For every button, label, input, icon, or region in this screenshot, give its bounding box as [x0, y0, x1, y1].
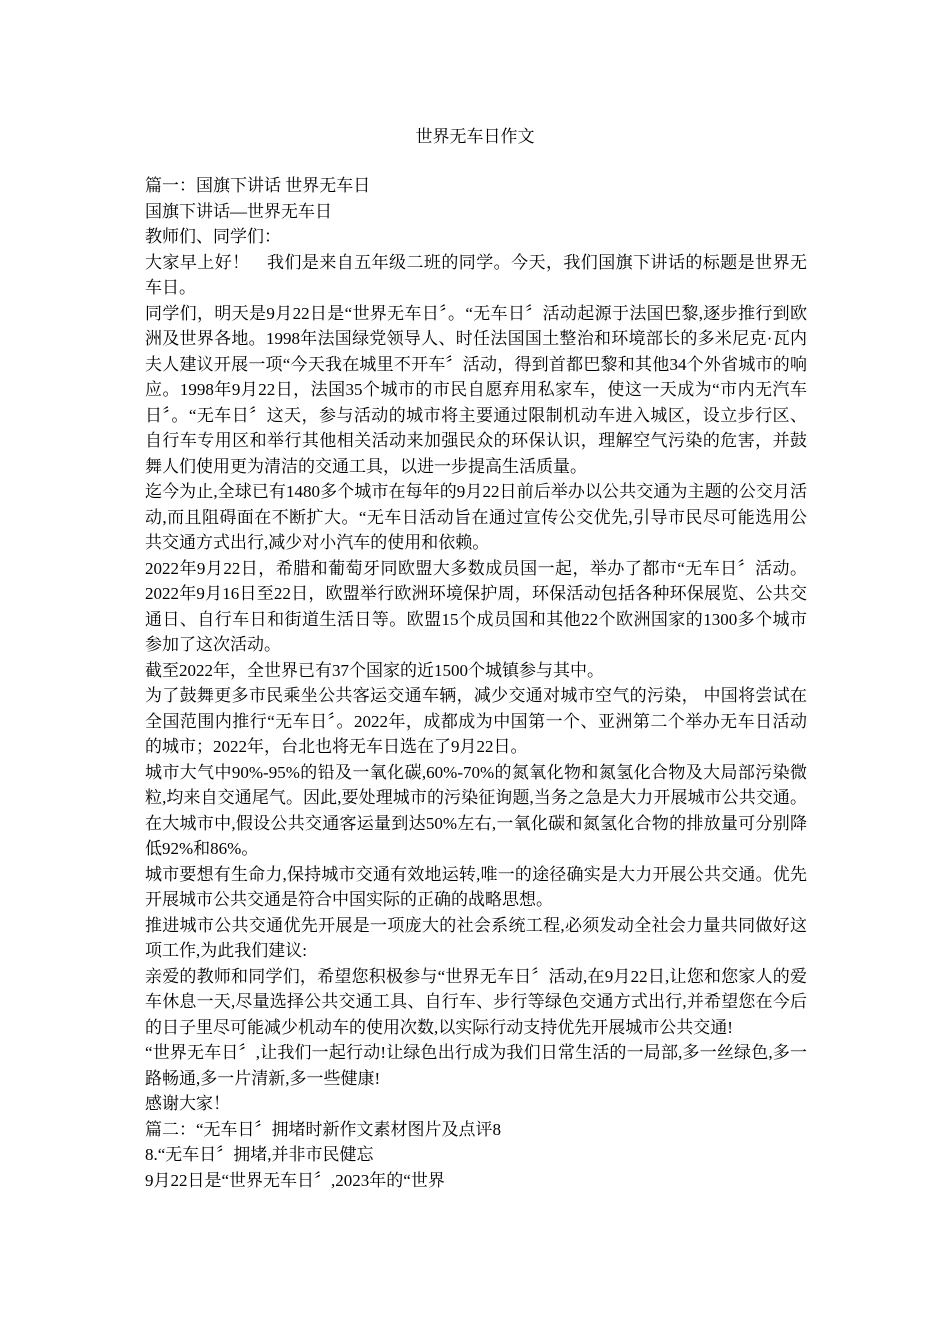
paragraph: 城市大气中90%-95%的铅及一氧化碳,60%-70%的氮氧化物和氮氢化合物及大局部污染微粒,均来自交通尾气。因此,要处理城市的污染征询题,当务之急是大力开展城市公共交通。在大城市中,假设公共交通客运量到达50%左右,一氧化碳和氮氢化合物的排放量可分别降低92%和86%。	[145, 762, 807, 858]
paragraph: 8.“无车日〞拥堵,并非市民健忘	[145, 1145, 374, 1164]
paragraph: 为了鼓舞更多市民乘坐公共客运交通车辆，减少交通对城市空气的污染， 中国将尝试在全国范围内推行“无车日〞。2022年，成都成为中国第一个、亚洲第二个举办无车日活动的城市；2022年，台北也将无车日选在了9月22日。	[145, 686, 807, 756]
paragraph: 亲爱的教师和同学们，希望您积极参与“世界无车日〞活动,在9月22日,让您和您家人的爱车休息一天,尽量选择公共交通工具、自行车、步行等绿色交通方式出行,并希望您在今后的日子里尽可能减少机动车的使用次数,以实际行动支持优先开展城市公共交通!	[145, 966, 807, 1037]
paragraph: 2022年9月22日，希腊和葡萄牙同欧盟大多数成员国一起，举办了都市“无车日〞活动。2022年9月16日至22日，欧盟举行欧洲环境保护周，环保活动包括各种环保展览、公共交通日、自行车日和街道生活日等。欧盟15个成员国和其他22个欧洲国家的1300多个城市参加了这次活动。	[145, 558, 807, 654]
paragraph: 迄今为止,全球已有1480多个城市在每年的9月22日前后举办以公共交通为主题的公交月活动,而且阻碍面在不断扩大。“无车日活动旨在通过宣传公交优先,引导市民尽可能选用公共交通方式出行,减少对小汽车的使用和依赖。	[145, 482, 807, 552]
paragraph: 篇一：国旗下讲话 世界无车日	[145, 176, 371, 195]
document-body	[145, 173, 807, 1193]
paragraph: 推进城市公共交通优先开展是一项庞大的社会系统工程,必须发动全社会力量共同做好这项工作,为此我们建议:	[145, 915, 807, 960]
paragraph: 9月22日是“世界无车日〞,2023年的“世界	[145, 1170, 445, 1190]
paragraph: 截至2022年，全世界已有37个国家的近1500个城镇参与其中。	[145, 660, 604, 680]
paragraph: 篇二：“无车日〞拥堵时新作文素材图片及点评8	[145, 1119, 502, 1139]
paragraph: 教师们、同学们：	[145, 227, 281, 246]
paragraph: 感谢大家！	[145, 1094, 230, 1113]
paragraph: “世界无车日〞,让我们一起行动!让绿色出行成为我们日常生活的一局部,多一丝绿色,多一路畅通,多一片清新,多一些健康!	[145, 1043, 807, 1088]
paragraph: 大家早上好！ 我们是来自五年级二班的同学。今天，我们国旗下讲话的标题是世界无车日。	[145, 252, 807, 297]
paragraph: 国旗下讲话—世界无车日	[145, 201, 332, 221]
paragraph: 城市要想有生命力,保持城市交通有效地运转,唯一的途径确实是大力开展公共交通。优先开展城市公共交通是符合中国实际的正确的战略思想。	[145, 864, 807, 909]
paragraph: 同学们，明天是9月22日是“世界无车日〞。“无车日〞活动起源于法国巴黎,逐步推行到欧洲及世界各地。1998年法国绿党领导人、时任法国国土整治和环境部长的多米尼克·瓦内夫人建议开展一项“今天我在城里不开车〞活动，得到首都巴黎和其他34个外省城市的响应。1998年9月22日，法国35个城市的市民自愿弃用私家车，使这一天成为“市内无汽车日〞。“无车日〞这天，参与活动的城市将主要通过限制机动车进入城区，设立步行区、自行车专用区和举行其他相关活动来加强民众的环保认识，理解空气污染的危害，并鼓舞人们使用更为清洁的交通工具，以进一步提高生活质量。	[145, 303, 807, 476]
document-title: 世界无车日作文	[415, 127, 535, 146]
